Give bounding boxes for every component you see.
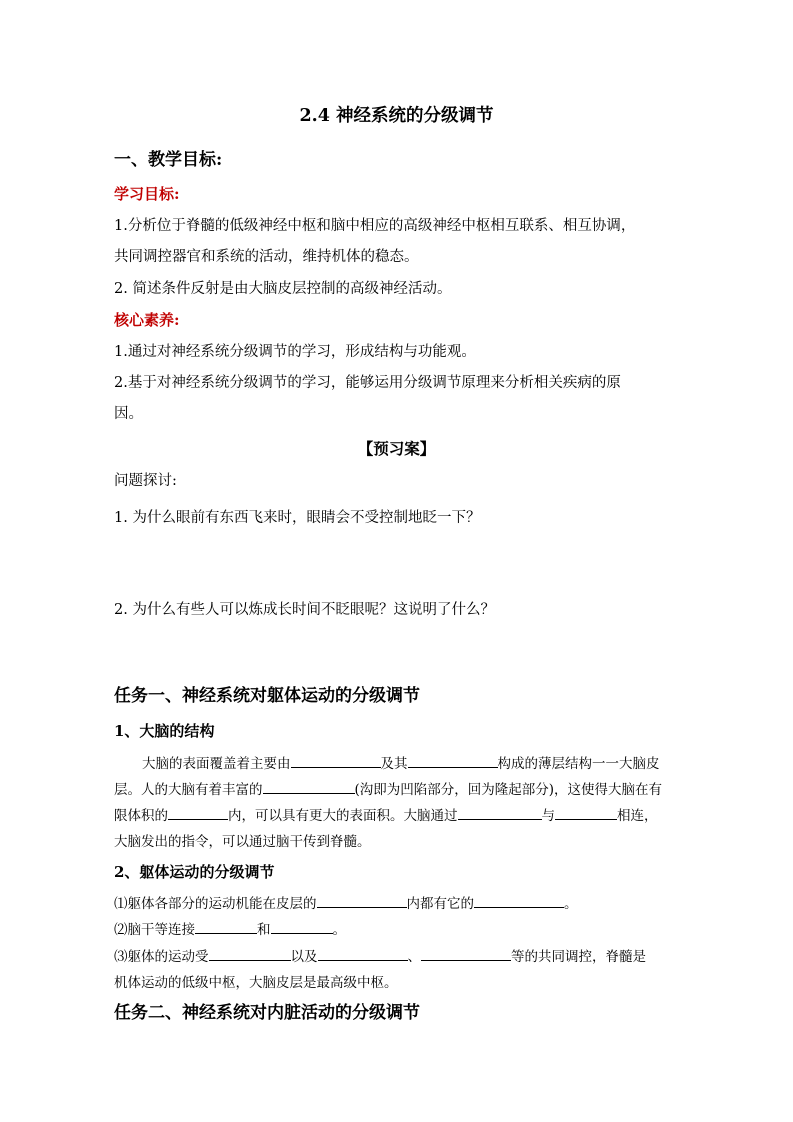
fill-blank[interactable] [317,893,407,908]
fill-blank[interactable] [474,893,564,908]
core-item-2-line-1: 2.基于对神经系统分级调节的学习，能够运用分级调节原理来分析相关疾病的原 [114,375,621,391]
task1-heading: 任务一、神经系统对躯体运动的分级调节 [114,686,420,706]
question-2: 2. 为什么有些人可以炼成长时间不眨眼呢？这说明了什么？ [114,602,495,618]
paragraph-line-4: 大脑发出的指令，可以通过脑干传到脊髓。 [114,834,371,850]
learning-item-1-line-2: 共同调控器官和系统的活动，维持机体的稳态。 [114,249,419,265]
learning-objectives-heading: 学习目标: [114,185,180,203]
document-title: 2.4 神经系统的分级调节 [299,106,494,126]
item-3-line-1: ⑶躯体的运动受 以及 、 等的共同调控，脊髓是 [114,946,646,967]
fill-blank[interactable] [408,753,498,768]
section-heading-objectives: 一、教学目标: [114,150,223,170]
learning-item-2: 2. 简述条件反射是由大脑皮层控制的高级神经活动。 [114,281,452,297]
item-3-line-2: 机体运动的低级中枢，大脑皮层是最高级中枢。 [114,975,398,991]
fill-blank[interactable] [291,753,381,768]
fill-blank[interactable] [168,805,228,820]
learning-item-1-line-1: 1.分析位于脊髓的低级神经中枢和脑中相应的高级神经中枢相互联系、相互协调， [114,218,636,234]
task1-sub-heading-1: 1、大脑的结构 [114,722,215,740]
question-1: 1. 为什么眼前有东西飞来时，眼睛会不受控制地眨一下？ [114,510,481,526]
item-1: ⑴躯体各部分的运动机能在皮层的 内都有它的 。 [114,893,578,914]
core-item-2-line-2: 因。 [114,406,143,422]
preview-heading: 【预习案】 [357,439,436,458]
task1-sub-heading-2: 2、躯体运动的分级调节 [114,863,275,881]
core-item-1: 1.通过对神经系统分级调节的学习，形成结构与功能观。 [114,344,476,360]
fill-blank[interactable] [195,919,257,934]
fill-blank[interactable] [555,805,617,820]
paragraph-line-1: 大脑的表面覆盖着主要由 及其 构成的薄层结构一一大脑皮 [142,753,660,774]
paragraph-line-3: 限体积的 内，可以具有更大的表面积。大脑通过 与 相连， [114,805,658,826]
core-literacy-heading: 核心素养: [114,311,180,329]
discussion-label: 问题探讨: [114,473,177,489]
fill-blank[interactable] [209,946,291,961]
fill-blank[interactable] [271,919,333,934]
task2-heading: 任务二、神经系统对内脏活动的分级调节 [114,1003,420,1023]
fill-blank[interactable] [421,946,511,961]
fill-blank[interactable] [318,946,408,961]
item-2: ⑵脑干等连接 和 。 [114,919,346,940]
paragraph-line-2: 层。人的大脑有着丰富的 (沟即为凹陷部分，回为隆起部分)，这使得大脑在有 [114,779,662,800]
fill-blank[interactable] [263,779,355,794]
fill-blank[interactable] [458,805,542,820]
